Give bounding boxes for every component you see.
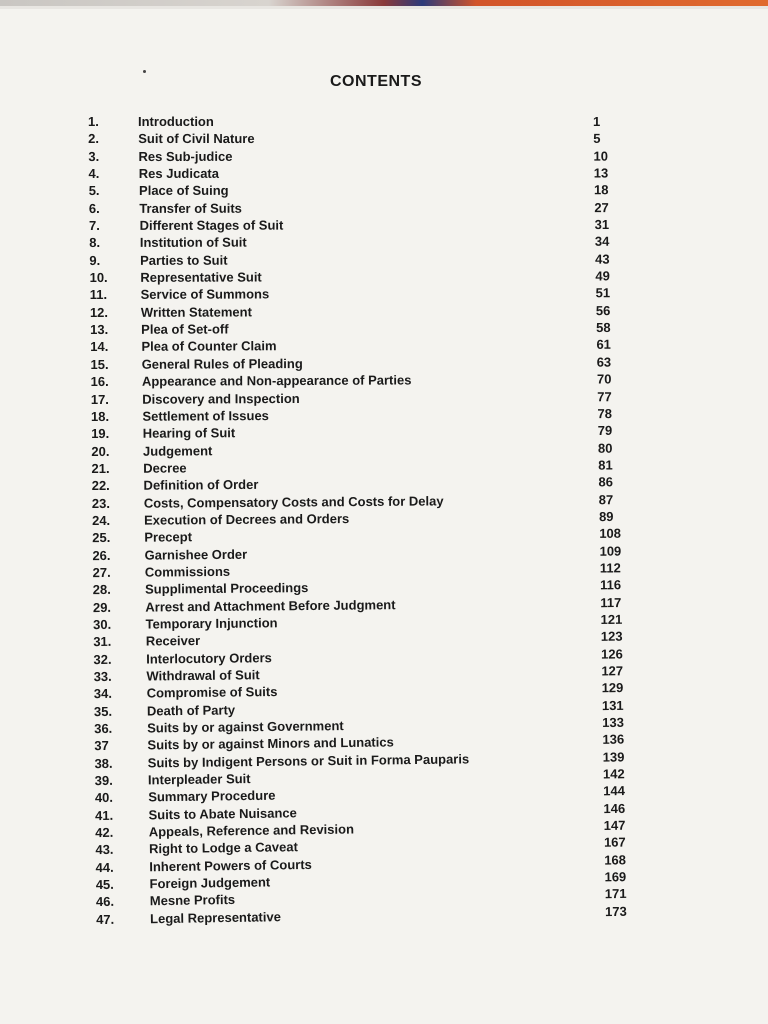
entry-number: 8. bbox=[89, 235, 101, 251]
entry-title: Introduction bbox=[138, 114, 214, 129]
entry-title: Suit of Civil Nature bbox=[138, 131, 255, 147]
entry-number: 41. bbox=[94, 807, 114, 823]
entry-page-number: 127 bbox=[601, 663, 624, 679]
entry-page-number: 167 bbox=[603, 834, 626, 851]
entry-number: 21. bbox=[91, 460, 110, 476]
entry-number: 22. bbox=[91, 478, 110, 494]
entry-title: Plea of Counter Claim bbox=[141, 338, 277, 355]
entry-title: Interpleader Suit bbox=[147, 771, 251, 788]
entry-page-number: 80 bbox=[597, 440, 613, 456]
entry-page-number: 168 bbox=[604, 852, 627, 868]
entry-title: Res Judicata bbox=[138, 165, 220, 181]
entry-title: Judgement bbox=[142, 442, 213, 459]
entry-page-number: 18 bbox=[594, 182, 609, 198]
page-top-edge bbox=[0, 0, 768, 9]
entry-title: Discovery and Inspection bbox=[142, 390, 300, 407]
entry-number: 13. bbox=[90, 322, 109, 338]
entry-page-number: 10 bbox=[593, 148, 608, 164]
entry-number: 3. bbox=[88, 148, 100, 164]
entry-page-number: 136 bbox=[602, 731, 625, 748]
contents-entry bbox=[0, 148, 768, 166]
entry-title: Execution of Decrees and Orders bbox=[143, 510, 350, 528]
entry-title: General Rules of Pleading bbox=[141, 355, 303, 372]
entry-number: 39. bbox=[94, 772, 113, 789]
entry-number: 20. bbox=[91, 443, 110, 459]
entry-number: 4. bbox=[88, 166, 100, 182]
entry-title: Institution of Suit bbox=[139, 235, 247, 251]
entry-page-number: 31 bbox=[594, 216, 610, 233]
entry-title: Mesne Profits bbox=[149, 892, 236, 909]
entry-title: Hearing of Suit bbox=[142, 425, 236, 441]
entry-number: 47. bbox=[96, 911, 115, 927]
entry-title: Supplimental Proceedings bbox=[145, 580, 309, 597]
entry-number: 43. bbox=[95, 842, 114, 858]
entry-title: Written Statement bbox=[140, 304, 252, 320]
entry-page-number: 56 bbox=[595, 302, 611, 318]
entry-page-number: 116 bbox=[600, 577, 622, 593]
entry-page-number: 121 bbox=[600, 611, 623, 627]
entry-number: 38. bbox=[94, 755, 113, 771]
entry-title: Appearance and Non-appearance of Parties bbox=[141, 372, 412, 389]
contents-entry bbox=[0, 114, 768, 131]
entry-title: Decree bbox=[143, 460, 187, 476]
entry-number: 2. bbox=[88, 131, 100, 147]
entry-title: Receiver bbox=[145, 633, 201, 649]
entry-page-number: 81 bbox=[598, 457, 613, 473]
entry-title: Res Sub-judice bbox=[138, 148, 233, 164]
entry-page-number: 43 bbox=[595, 251, 610, 267]
entry-page-number: 173 bbox=[604, 903, 627, 919]
entry-number: 19. bbox=[91, 426, 110, 442]
entry-number: 5. bbox=[88, 183, 100, 199]
entry-page-number: 126 bbox=[601, 646, 623, 662]
entry-title: Garnishee Order bbox=[144, 546, 248, 563]
entry-number: 31. bbox=[93, 634, 112, 650]
entry-title: Appeals, Reference and Revision bbox=[148, 821, 355, 840]
entry-number: 10. bbox=[89, 270, 108, 286]
contents-list bbox=[0, 114, 768, 929]
entry-title: Place of Suing bbox=[139, 183, 229, 199]
entry-number: 29. bbox=[92, 599, 112, 615]
entry-title: Withdrawal of Suit bbox=[146, 667, 260, 684]
entry-number: 42. bbox=[95, 824, 114, 841]
contents-entry bbox=[0, 131, 768, 149]
entry-page-number: 142 bbox=[602, 766, 625, 782]
entry-number: 30. bbox=[93, 616, 112, 633]
entry-number: 18. bbox=[90, 408, 110, 424]
contents-entry bbox=[0, 165, 768, 183]
entry-number: 34. bbox=[93, 686, 112, 702]
entry-title: Costs, Compensatory Costs and Costs for Delay bbox=[143, 492, 444, 511]
entry-number: 37 bbox=[94, 738, 109, 754]
entry-number: 45. bbox=[95, 876, 114, 893]
entry-page-number: 171 bbox=[604, 886, 627, 902]
entry-page-number: 5 bbox=[593, 131, 601, 147]
entry-page-number: 13 bbox=[593, 165, 609, 181]
entry-number: 17. bbox=[90, 391, 109, 407]
entry-number: 35. bbox=[93, 703, 113, 719]
entry-page-number: 108 bbox=[599, 525, 622, 542]
entry-page-number: 112 bbox=[599, 560, 621, 576]
entry-page-number: 51 bbox=[595, 285, 611, 301]
entry-title: Arrest and Attachment Before Judgment bbox=[145, 596, 396, 615]
entry-title: Suits to Abate Nuisance bbox=[148, 805, 297, 823]
entry-title: Representative Suit bbox=[140, 269, 262, 285]
contents-entry bbox=[0, 234, 768, 253]
entry-page-number: 144 bbox=[603, 783, 626, 799]
entry-number: 24. bbox=[92, 512, 111, 528]
entry-page-number: 27 bbox=[594, 199, 609, 215]
page-title: CONTENTS bbox=[330, 73, 422, 90]
entry-title: Suits by or against Government bbox=[147, 718, 344, 736]
entry-page-number: 87 bbox=[598, 491, 614, 507]
contents-entry bbox=[0, 200, 768, 219]
entry-title: Suits by Indigent Persons or Suit in Forma Pauparis bbox=[147, 751, 470, 771]
entry-title: Service of Summons bbox=[140, 286, 270, 303]
entry-title: Death of Party bbox=[146, 702, 236, 719]
entry-page-number: 49 bbox=[595, 268, 610, 284]
entry-number: 28. bbox=[92, 582, 111, 598]
entry-number: 23. bbox=[91, 495, 111, 511]
entry-number: 9. bbox=[89, 252, 101, 268]
entry-page-number: 70 bbox=[596, 371, 612, 387]
entry-page-number: 123 bbox=[600, 628, 623, 645]
entry-number: 44. bbox=[95, 859, 114, 875]
contents-entry bbox=[0, 182, 768, 200]
entry-title: Inherent Powers of Courts bbox=[149, 856, 312, 875]
entry-title: Precept bbox=[144, 529, 193, 545]
entry-number: 6. bbox=[88, 200, 100, 216]
entry-number: 40. bbox=[94, 790, 114, 806]
entry-title: Parties to Suit bbox=[140, 252, 228, 268]
entry-number: 27. bbox=[92, 564, 111, 581]
entry-page-number: 86 bbox=[598, 474, 614, 490]
entry-page-number: 129 bbox=[601, 680, 624, 696]
entry-page-number: 147 bbox=[603, 817, 626, 834]
entry-title: Commissions bbox=[144, 563, 231, 580]
entry-number: 25. bbox=[92, 530, 111, 546]
entry-title: Right to Lodge a Caveat bbox=[148, 839, 298, 857]
entry-page-number: 79 bbox=[597, 423, 613, 439]
entry-page-number: 133 bbox=[602, 714, 624, 731]
entry-page-number: 146 bbox=[603, 800, 626, 816]
entry-page-number: 58 bbox=[596, 320, 611, 336]
entry-page-number: 34 bbox=[594, 234, 610, 250]
entry-number: 12. bbox=[89, 304, 109, 320]
entry-title: Foreign Judgement bbox=[149, 874, 271, 892]
entry-page-number: 89 bbox=[598, 508, 614, 524]
entry-number: 36. bbox=[94, 720, 113, 737]
entry-page-number: 61 bbox=[596, 337, 611, 353]
entry-page-number: 77 bbox=[597, 388, 612, 404]
entry-number: 46. bbox=[95, 894, 115, 910]
entry-number: 15. bbox=[90, 356, 109, 372]
entry-page-number: 63 bbox=[596, 354, 612, 370]
entry-number: 16. bbox=[90, 374, 109, 390]
entry-number: 7. bbox=[89, 218, 100, 234]
entry-title: Suits by or against Minors and Lunatics bbox=[147, 734, 394, 753]
entry-title: Legal Representative bbox=[149, 908, 281, 927]
entry-page-number: 139 bbox=[602, 749, 625, 765]
entry-title: Plea of Set-off bbox=[141, 321, 229, 337]
entry-title: Different Stages of Suit bbox=[139, 217, 284, 233]
entry-number: 11. bbox=[89, 287, 108, 303]
entry-page-number: 1 bbox=[593, 114, 601, 129]
entry-title: Interlocutory Orders bbox=[146, 649, 272, 667]
ink-speck bbox=[143, 70, 146, 73]
entry-title: Settlement of Issues bbox=[142, 407, 269, 424]
entry-number: 26. bbox=[92, 547, 111, 563]
entry-title: Transfer of Suits bbox=[139, 200, 242, 216]
entry-title: Definition of Order bbox=[143, 477, 259, 493]
entry-title: Temporary Injunction bbox=[145, 615, 278, 632]
entry-number: 33. bbox=[93, 668, 112, 685]
entry-page-number: 78 bbox=[597, 405, 612, 421]
entry-number: 1. bbox=[88, 114, 99, 129]
entry-title: Compromise of Suits bbox=[146, 684, 278, 701]
entry-page-number: 131 bbox=[601, 697, 624, 713]
entry-page-number: 169 bbox=[604, 869, 627, 885]
entry-number: 14. bbox=[90, 339, 109, 355]
entry-page-number: 117 bbox=[600, 594, 622, 610]
entry-number: 32. bbox=[93, 651, 112, 667]
entry-page-number: 109 bbox=[599, 543, 622, 559]
entry-title: Summary Procedure bbox=[148, 788, 276, 805]
